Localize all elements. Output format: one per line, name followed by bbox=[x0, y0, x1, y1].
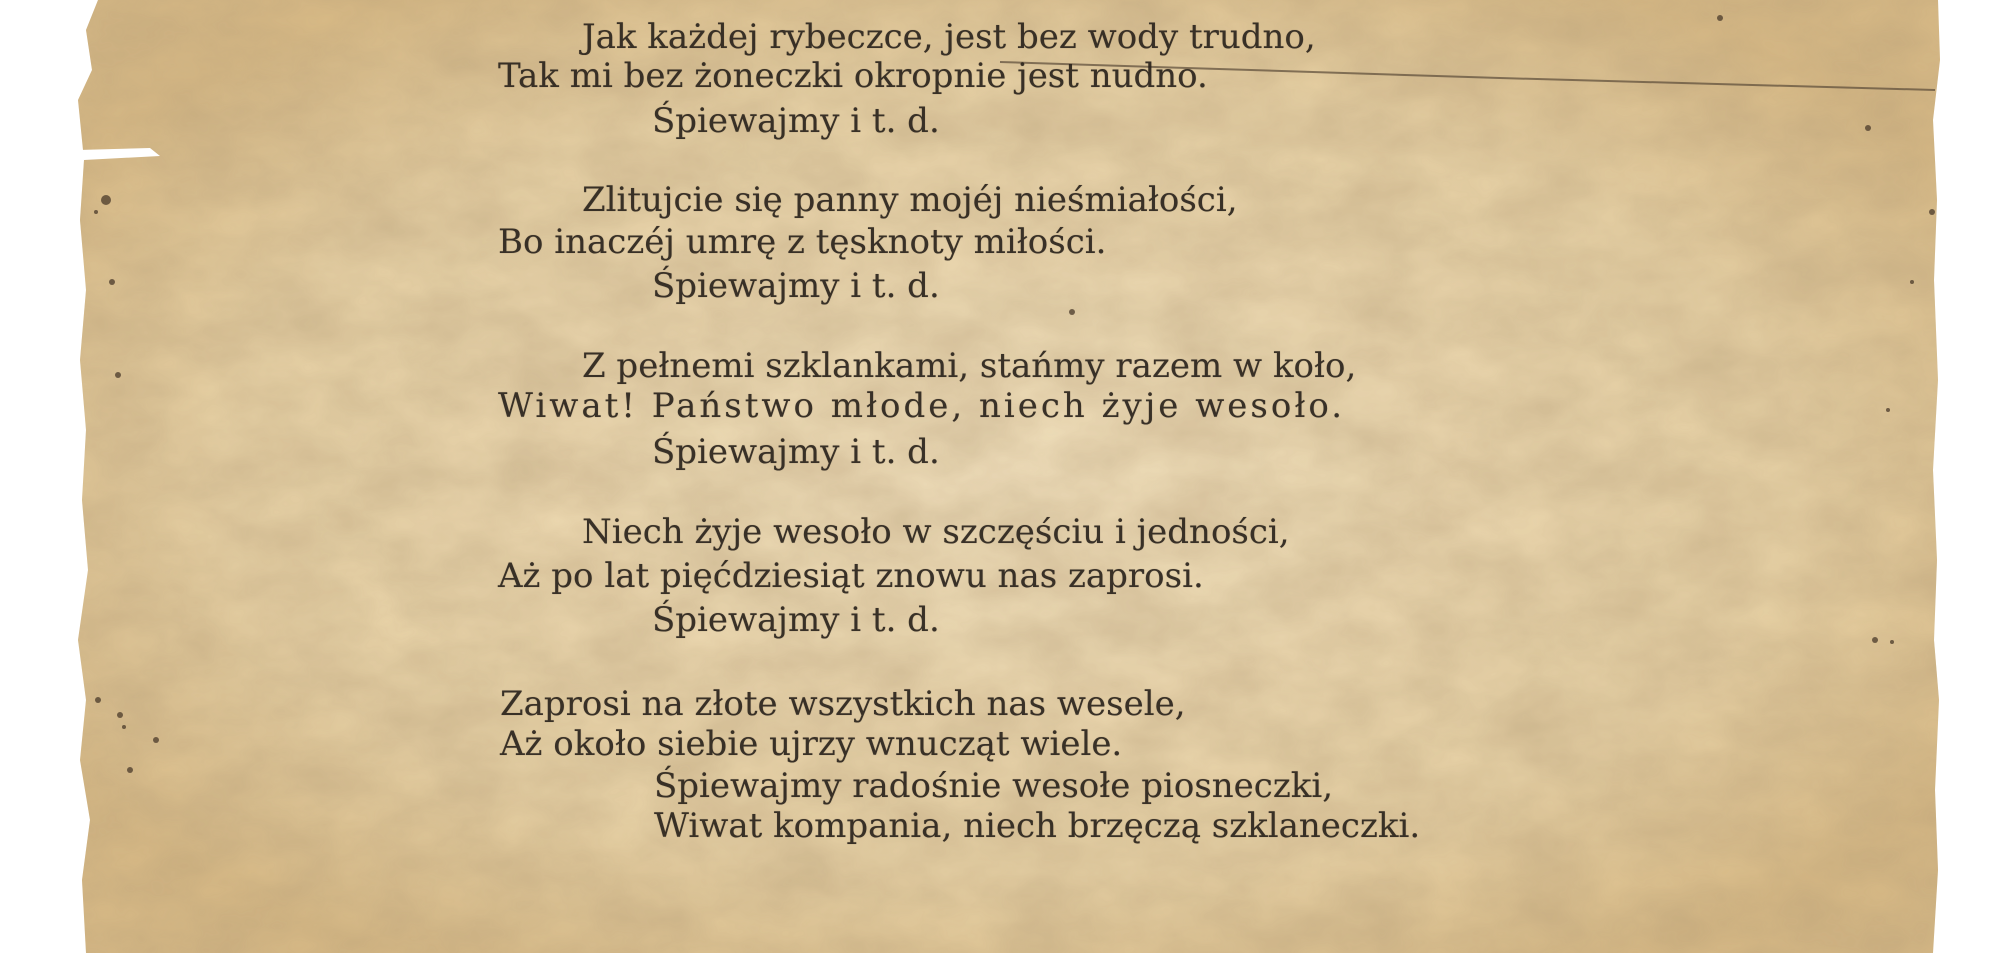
stanza-4-refrain: Śpiewajmy i t. d. bbox=[652, 600, 940, 640]
stanza-1-line-1: Jak każdej rybeczce, jest bez wody trudno, bbox=[582, 17, 1316, 57]
stanza-5-line-4: Wiwat kompania, niech brzęczą szklaneczki. bbox=[654, 806, 1421, 846]
stanza-1-line-2: Tak mi bez żoneczki okropnie jest nudno. bbox=[498, 56, 1208, 96]
stanza-5-line-3: Śpiewajmy radośnie wesołe piosneczki, bbox=[654, 766, 1334, 806]
stanza-3-line-2: Wiwat! Państwo młode, niech żyje wesoło. bbox=[498, 386, 1346, 426]
stanza-4-line-1: Niech żyje wesoło w szczęściu i jedności, bbox=[582, 512, 1290, 552]
stanza-5-line-1: Zaprosi na złote wszystkich nas wesele, bbox=[500, 684, 1186, 724]
stanza-2-refrain: Śpiewajmy i t. d. bbox=[652, 266, 940, 306]
stanza-5-line-2: Aż około siebie ujrzy wnucząt wiele. bbox=[500, 724, 1123, 764]
stanza-2-line-1: Zlitujcie się panny mojéj nieśmiałości, bbox=[582, 180, 1238, 220]
stanza-3-refrain: Śpiewajmy i t. d. bbox=[652, 432, 940, 472]
stanza-1-refrain: Śpiewajmy i t. d. bbox=[652, 101, 940, 141]
stanza-4-line-2: Aż po lat pięćdziesiąt znowu nas zaprosi. bbox=[498, 556, 1204, 596]
stanza-3-line-1: Z pełnemi szklankami, stańmy razem w koło, bbox=[582, 346, 1357, 386]
stanza-2-line-2: Bo inaczéj umrę z tęsknoty miłości. bbox=[498, 222, 1107, 262]
